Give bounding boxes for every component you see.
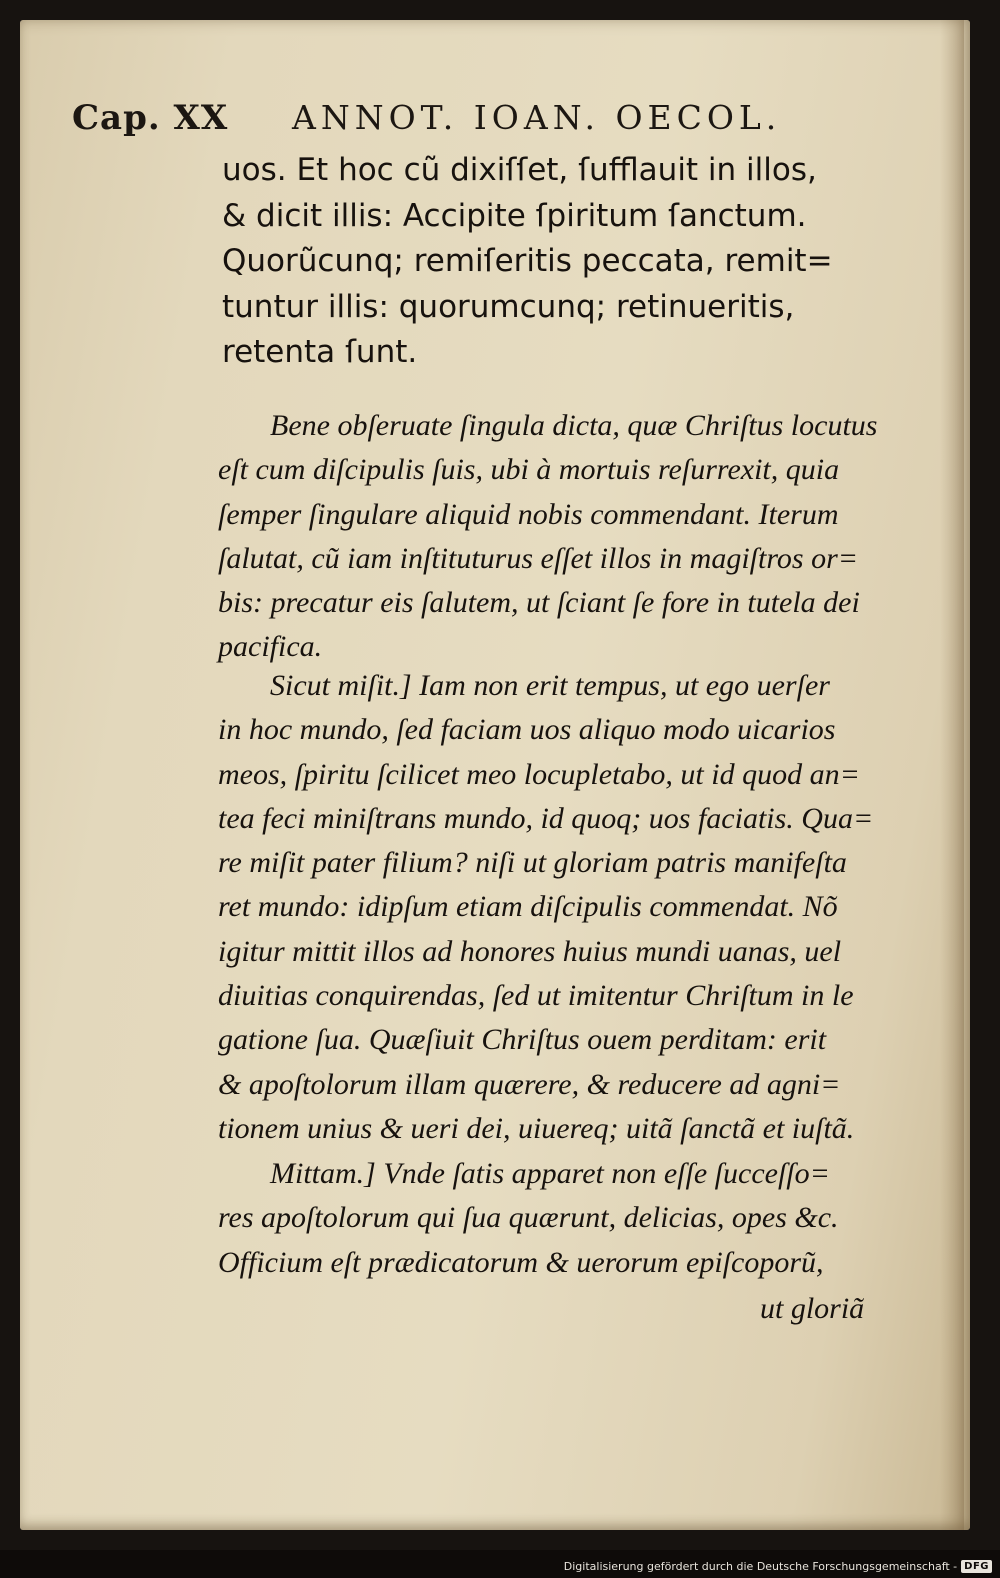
commentary-line: diuitias conquirendas, ſed ut imitentur Chriſtum in le	[218, 979, 854, 1013]
page-header	[72, 98, 812, 148]
dfg-logo: DFG	[961, 1560, 992, 1573]
commentary-line: re miſit pater filium? niſi ut gloriam patris manifeſta	[218, 846, 847, 880]
commentary-line: eſt cum diſcipulis ſuis, ubi à mortuis reſurrexit, quia	[218, 453, 840, 487]
commentary-line: gatione ſua. Quæſiuit Chriſtus ouem perditam: erit	[218, 1023, 827, 1057]
commentary-line: ret mundo: idipſum etiam diſcipulis commendat. Nõ	[218, 890, 838, 924]
commentary-line: Officium eſt prædicatorum & uerorum epiſcoporũ,	[218, 1245, 824, 1279]
gospel-line: uos. Et hoc cũ dixiſſet, ſufflauit in illos,	[222, 152, 817, 188]
running-title: ANNOT. IOAN. OECOL.	[292, 98, 782, 137]
commentary-line: ſalutat, cũ iam inſtituturus eſſet illos in magiſtros or=	[218, 541, 858, 575]
commentary-line: & apoſtolorum illam quærere, & reducere ad agni=	[218, 1067, 841, 1101]
commentary-line: in hoc mundo, ſed faciam uos aliquo modo uicarios	[218, 713, 836, 747]
commentary-line: ſemper ſingulare aliquid nobis commendant. Iterum	[218, 497, 839, 531]
gospel-line: Quorũcunq; remiſeritis peccata, remit=	[222, 243, 833, 279]
commentary-line: meos, ſpiritu ſcilicet meo locupletabo, ut id quod an=	[218, 757, 860, 791]
gospel-text	[222, 148, 902, 376]
catchword: ut gloriã	[760, 1292, 865, 1325]
commentary-paragraph-2	[218, 664, 898, 1151]
commentary-line: Sicut miſit.] Iam non erit tempus, ut ego uerſer	[270, 669, 830, 702]
gospel-line: tuntur illis: quorumcunq; retinueritis,	[222, 288, 795, 325]
commentary-paragraph-1	[218, 404, 898, 670]
commentary-line: Mittam.] Vnde ſatis apparet non eſſe ſucceſſo=	[270, 1157, 830, 1190]
commentary-line: tea feci miniſtrans mundo, id quoq; uos faciatis. Qua=	[218, 801, 874, 835]
credit-text: Digitalisierung gefördert durch die Deutsche Forschungsgemeinschaft -	[563, 1560, 958, 1573]
gospel-line: & dicit illis: Accipite ſpiritum ſanctum.	[222, 197, 807, 234]
commentary-paragraph-3	[218, 1152, 898, 1285]
commentary-line: pacifica.	[218, 630, 323, 664]
page-edge-shadow	[940, 20, 964, 1530]
commentary-line: bis: precatur eis ſalutem, ut ſciant ſe fore in tutela dei	[218, 586, 860, 620]
commentary-line: tionem unius & ueri dei, uiuereq; uitã ſanctã et iuſtã.	[218, 1111, 855, 1145]
digitization-footer	[0, 1550, 1000, 1578]
chapter-label: Cap. XX	[72, 98, 229, 138]
commentary-line: Bene obſeruate ſingula dicta, quæ Chriſtus locutus	[270, 409, 878, 442]
gospel-line: retenta ſunt.	[222, 334, 418, 370]
commentary-line: res apoſtolorum qui ſua quærunt, delicias, opes &c.	[218, 1201, 839, 1235]
commentary-line: igitur mittit illos ad honores huius mundi uanas, uel	[218, 934, 842, 968]
funding-credit	[564, 1560, 992, 1573]
